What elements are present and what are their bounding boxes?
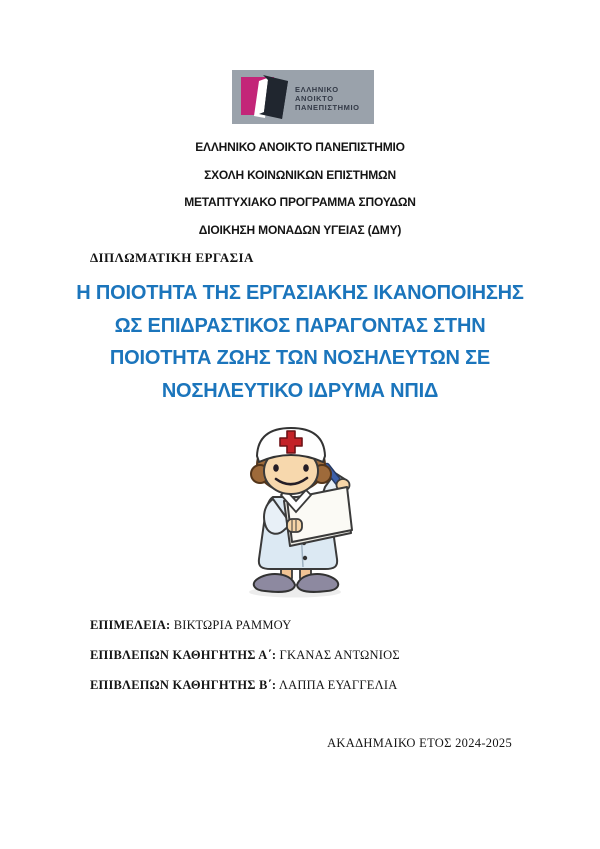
title-line-1: Η ΠΟΙΟΤΗΤΑ ΤΗΣ ΕΡΓΑΣΙΑΚΗΣ ΙΚΑΝΟΠΟΙΗΣΗΣ bbox=[76, 282, 524, 304]
university-logo bbox=[232, 70, 374, 124]
credit-line-supervisor-b bbox=[90, 670, 400, 700]
header-line-program: ΜΕΤΑΠΤΥΧΙΑΚΟ ΠΡΟΓΡΑΜΜΑ ΣΠΟΥΔΩΝ bbox=[184, 195, 416, 209]
academic-year: ΑΚΑΔΗΜΑΙΚΟ ΕΤΟΣ 2024-2025 bbox=[327, 736, 512, 750]
nurse-illustration-graphic bbox=[237, 421, 363, 601]
university-header bbox=[0, 134, 600, 244]
nurse-left-eye bbox=[273, 464, 279, 472]
nurse-illustration bbox=[237, 421, 363, 601]
title-line-4: ΝΟΣΗΛΕΥΤΙΚΟ ΙΔΡΥΜΑ ΝΠΙΔ bbox=[161, 379, 439, 402]
thesis-title bbox=[0, 277, 600, 407]
nurse-left-shoe bbox=[254, 574, 295, 592]
nurse-left-hand bbox=[287, 519, 302, 532]
credit-line-supervisor-a bbox=[90, 640, 400, 670]
nurse-right-eye bbox=[303, 464, 309, 472]
credit-label-supervisor-b: ΕΠΙΒΛΕΠΩΝ ΚΑΘΗΓΗΤΗΣ Β΄: bbox=[90, 678, 277, 692]
logo-text-line-3: ΠΑΝΕΠΙΣΤΗΜΙΟ bbox=[295, 103, 360, 112]
header-line-department: ΔΙΟΙΚΗΣΗ ΜΟΝΑΔΩΝ ΥΓΕΙΑΣ (ΔΜΥ) bbox=[198, 222, 402, 237]
header-line-university: ΕΛΛΗΝΙΚΟ ΑΝΟΙΚΤΟ ΠΑΝΕΠΙΣΤΗΜΙΟ bbox=[195, 140, 405, 154]
credit-value-author: ΒΙΚΤΩΡΙΑ ΡΑΜΜΟΥ bbox=[173, 618, 292, 632]
title-line-2: ΩΣ ΕΠΙΔΡΑΣΤΙΚΟΣ ΠΑΡΑΓΟΝΤΑΣ ΣΤΗΝ bbox=[114, 314, 486, 337]
logo-text-line-2: ΑΝΟΙΚΤΟ bbox=[295, 94, 334, 103]
credit-label-supervisor-a: ΕΠΙΒΛΕΠΩΝ ΚΑΘΗΓΗΤΗΣ Α΄: bbox=[90, 648, 277, 662]
credit-label-author: ΕΠΙΜΕΛΕΙΑ: bbox=[90, 618, 171, 632]
university-logo-graphic bbox=[232, 70, 374, 124]
credits bbox=[90, 610, 400, 700]
document-type-label: ΔΙΠΛΩΜΑΤΙΚΗ ΕΡΓΑΣΙΑ bbox=[90, 250, 254, 265]
title-line-3: ΠΟΙΟΤΗΤΑ ΖΩΗΣ ΤΩΝ ΝΟΣΗΛΕΥΤΩΝ ΣΕ bbox=[109, 347, 491, 369]
nurse-right-shoe bbox=[297, 574, 338, 592]
credit-value-supervisor-a: ΓΚΑΝΑΣ ΑΝΤΩΝΙΟΣ bbox=[279, 648, 400, 662]
header-line-school: ΣΧΟΛΗ ΚΟΙΝΩΝΙΚΩΝ ΕΠΙΣΤΗΜΩΝ bbox=[204, 167, 396, 182]
nurse-button-3 bbox=[303, 556, 307, 560]
credit-value-supervisor-b: ΛΑΠΠΑ ΕΥΑΓΓΕΛΙΑ bbox=[278, 678, 398, 692]
credit-line-author bbox=[90, 610, 400, 640]
logo-text-line-1: ΕΛΛΗΝΙΚΟ bbox=[295, 85, 339, 94]
